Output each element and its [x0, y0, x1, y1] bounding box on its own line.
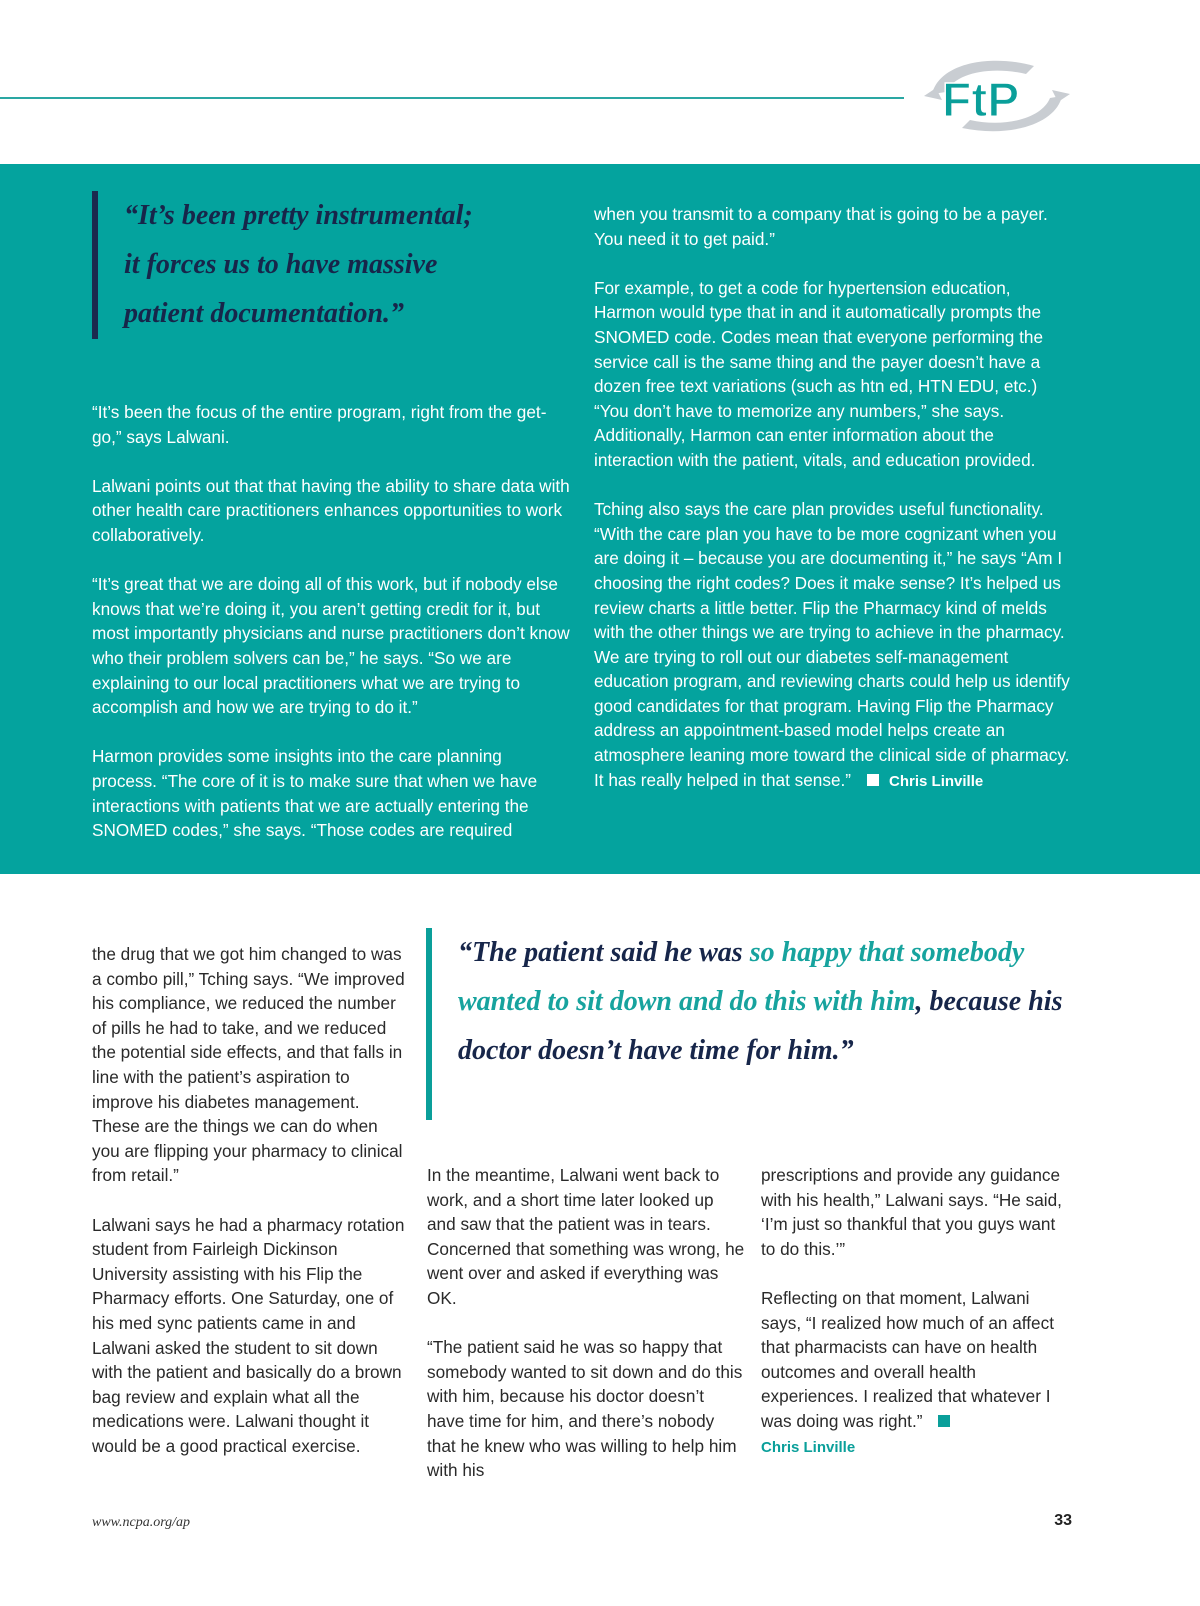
end-square-icon [938, 1415, 950, 1427]
body-paragraph: “The patient said he was so happy that somebody wanted to sit down and do this with him, because his doctor doesn’t have time for him, and there’s nobody that he knew who was willing to help him with his [427, 1337, 743, 1481]
pull-quote-line: patient documentation.” [124, 298, 405, 329]
body-paragraph: For example, to get a code for hypertension education, Harmon would type that in and it automatically prompts the SNOMED code. Codes mean that everyone performing the service call is the same thing and the payer doesn’t have a dozen free text variations (such as htn ed, HTN EDU, etc.) “You don’t have to memorize any numbers,” she says. Additionally, Harmon can enter information about the interaction with the patient, vitals, and education provided. [594, 277, 1044, 470]
paragraph-text: Reflecting on that moment, Lalwani says, “I realized how much of an affect that pharmacists can have on health outcomes and overall health experiences. I realized that whatever I was doing was right.” [761, 1287, 1054, 1431]
ftp-logo [922, 52, 1072, 140]
byline: Chris Linville [761, 1438, 856, 1456]
pull-quote-line: “It’s been pretty instrumental; [124, 200, 473, 231]
byline: Chris Linville [889, 772, 984, 790]
body-paragraph: Lalwani says he had a pharmacy rotation student from Fairleigh Dickinson University assisting with his Flip the Pharmacy efforts. One Saturday, one of his med sync patients came in and Lalwani asked the student to sit down with the patient and basically do a brown bag review and explain what all the medications were. Lalwani thought it would be a good practical exercise. [92, 1214, 405, 1456]
body-paragraph-final [761, 1286, 1073, 1460]
body-paragraph-final [594, 497, 1072, 794]
body-paragraph: Lalwani points out that that having the ability to share data with other health care practitioners enhances opportunities to work collaboratively. [92, 475, 570, 545]
footer-url: www.ncpa.org/ap [92, 1515, 191, 1530]
body-paragraph: when you transmit to a company that is going to be a payer. You need it to get paid.” [594, 204, 1048, 249]
pull-quote-top [92, 191, 604, 339]
pull-quote-bottom [426, 928, 1108, 1120]
lower-right-column [761, 1163, 1073, 1460]
logo-text: FtP [942, 74, 1020, 127]
pull-quote-text [458, 928, 1108, 1075]
header-rule [0, 97, 904, 99]
body-paragraph: In the meantime, Lalwani went back to work, and a short time later looked up and saw that the patient was in tears. Concerned that something was wrong, he went over and asked if everything was OK. [427, 1165, 745, 1308]
quote-part: , because his doctor doesn’t have time for him.” [458, 986, 1063, 1066]
paragraph-text: Tching also says the care plan provides useful functionality. “With the care plan you have to be more cognizant when you are doing it – because you are documenting it,” he says “Am I choosing the right codes? Does it make sense? It’s helped us review charts a little better. Flip the Pharmacy kind of melds with the other things we are trying to achieve in the pharmacy. We are trying to roll out our diabetes self-management education program, and reviewing charts could help us identify good candidates for that program. Having Flip the Pharmacy address an appointment-based model helps create an atmosphere leaning more toward the clinical side of pharmacy. It has really helped in that sense.” [594, 499, 1070, 790]
quote-part: “The patient said he was [458, 937, 750, 968]
page-number: 33 [1054, 1512, 1072, 1529]
band-left-column [92, 400, 570, 843]
end-square-icon [867, 774, 879, 786]
quote-highlight: so happy that somebody wanted to sit down and do this with him [458, 937, 1025, 1017]
body-paragraph: “It’s been the focus of the entire program, right from the get-go,” says Lalwani. [92, 402, 547, 447]
teal-feature-band [0, 164, 1200, 874]
body-paragraph: the drug that we got him changed to was a combo pill,” Tching says. “We improved his compliance, we reduced the number of pills he had to take, and we reduced the potential side effects, and that falls in line with the patient’s aspiration to improve his diabetes management. These are the things we can do when you are flipping your pharmacy to clinical from retail.” [92, 944, 405, 1186]
band-right-column [594, 202, 1072, 794]
lower-left-column [92, 942, 408, 1458]
body-paragraph: prescriptions and provide any guidance with his health,” Lalwani says. “He said, ‘I’m just so thankful that you guys want to do this.’” [761, 1165, 1062, 1259]
lower-middle-column [427, 1163, 745, 1483]
body-paragraph: “It’s great that we are doing all of this work, but if nobody else knows that we’re doing it, you aren’t getting credit for it, but most importantly physicians and nurse practitioners don’t know who their problem solvers can be,” he says. “So we are explaining to our local practitioners what we are trying to accomplish and how we are trying to do it.” [92, 574, 570, 718]
body-paragraph: Harmon provides some insights into the care planning process. “The core of it is to make sure that when we have interactions with patients that we are actually entering the SNOMED codes,” she says. “Those codes are required [92, 746, 538, 841]
logo-swoosh-icon [922, 52, 1072, 140]
pull-quote-line: it forces us to have massive [124, 249, 438, 280]
